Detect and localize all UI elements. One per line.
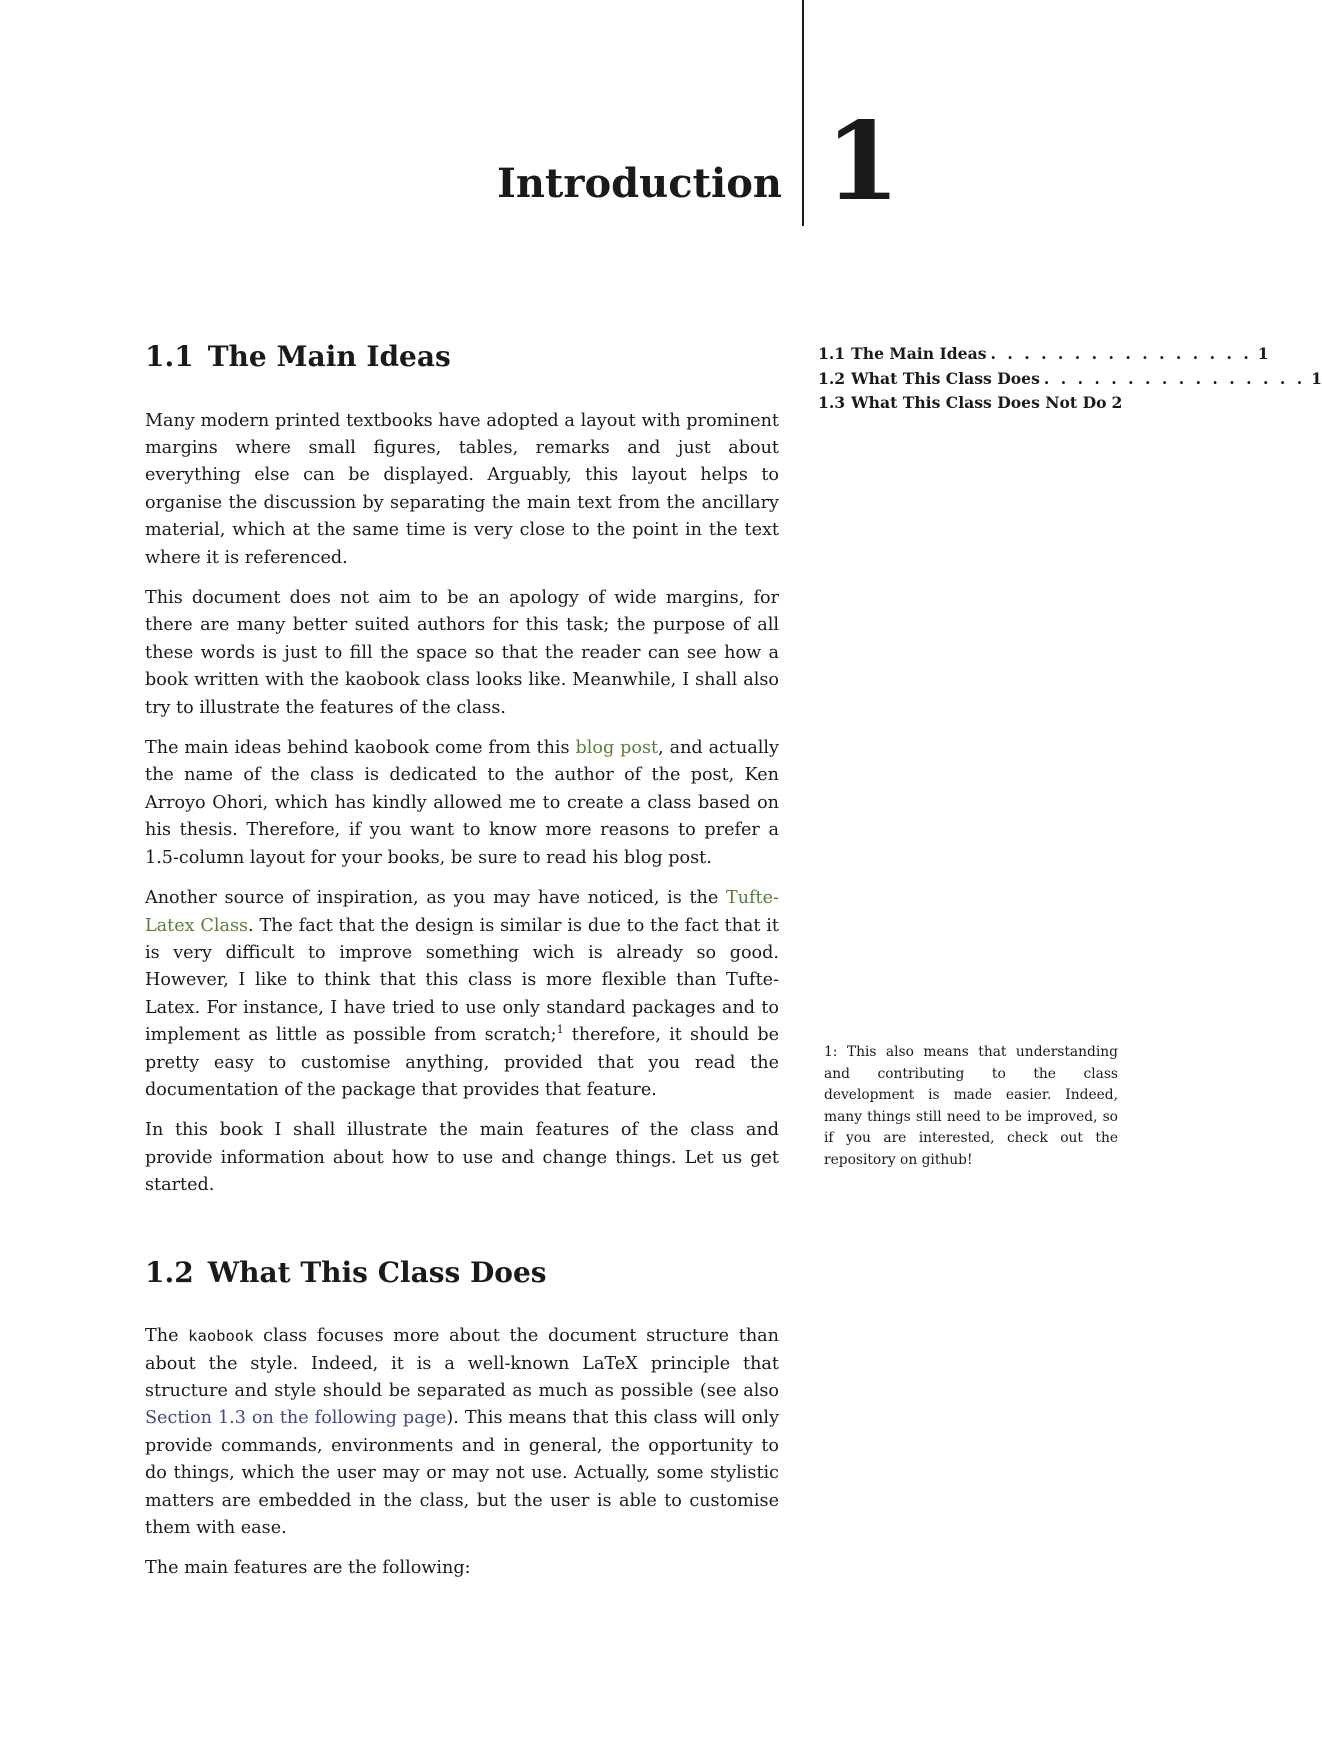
toc-item[interactable] (818, 342, 1269, 367)
paragraph: The main features are the following: (145, 1558, 471, 1579)
toc-item-title: What This Class Does Not Do (851, 393, 1107, 412)
toc-leader: . . . . . . . . . . . . . . . . (1043, 368, 1306, 388)
section-title: The Main Ideas (207, 340, 451, 373)
class-name-code: kaobook (188, 1327, 254, 1346)
sidenote-marker: 1: (824, 1044, 838, 1060)
text-run: , and actually the name of the class is dedicated to the author of the post, Ken Arroyo Ohori, which has kindly allowed me to create a class based on his thesis. Therefore, if you want to know more reasons to prefer a 1.5-column layout for your books, be sure to read his blog post. (145, 738, 779, 868)
blog-post-link[interactable]: blog post (575, 738, 659, 759)
toc-item-title: What This Class Does (851, 368, 1040, 388)
margin-toc (818, 342, 1322, 416)
section-number: 1.1 (145, 340, 194, 373)
sidenote-text: This also means that understanding and contributing to the class development is made easier. Indeed, many things still need to be improved, so if you are interested, check out the repository on github! (824, 1044, 1118, 1168)
section-reference-link[interactable]: Section 1.3 on the following page (145, 1408, 447, 1429)
tufte-latex-link[interactable]: Tufte-Latex Class (145, 888, 779, 936)
paragraph: This document does not aim to be an apology of wide margins, for there are many better suited authors for this task; the purpose of all these words is just to fill the space so that the reader can see how a book written with the kaobook class looks like. Meanwhile, I shall also try to illustrate the features of the class. (145, 588, 779, 718)
toc-item-title: The Main Ideas (851, 344, 987, 363)
toc-item-number: 1.1 (818, 344, 846, 363)
section-number: 1.2 (145, 1255, 194, 1289)
paragraph (145, 885, 779, 1104)
toc-item-page: 1 (1257, 344, 1269, 363)
text-run: class focuses more about the document structure than about the style. Indeed, it is a well-known LaTeX principle that structure and style should be separated as much as possible (see also (145, 1326, 779, 1401)
section-heading-1-1 (145, 340, 779, 374)
chapter-title: Introduction (497, 160, 782, 207)
main-text (145, 340, 779, 1596)
text-run: The (145, 1326, 189, 1347)
text-run: The main ideas behind kaobook come from this (145, 738, 576, 759)
paragraph (145, 1323, 779, 1542)
text-run: ). This means that this class will only provide commands, environments and in general, the opportunity to do things, which the user may or may not use. Actually, some stylistic matters are embedded in the class, but the user is able to customise them with ease. (145, 1408, 780, 1538)
toc-item[interactable] (818, 367, 1322, 392)
toc-item[interactable] (818, 391, 1123, 416)
sidenote (824, 1042, 1118, 1172)
chapter-header (0, 0, 1240, 240)
toc-leader: . . . . . . . . . . . . . . . . (990, 344, 1252, 363)
section-title: What This Class Does (207, 1255, 547, 1289)
toc-item-page: 2 (1111, 393, 1123, 412)
paragraph: In this book I shall illustrate the main features of the class and provide information about how to use and change things. Let us get started. (145, 1120, 779, 1196)
section-heading-1-2 (145, 1256, 779, 1290)
paragraph (145, 735, 779, 872)
footnote-marker[interactable]: 1 (556, 1023, 564, 1037)
text-run: Another source of inspiration, as you may have noticed, is the (145, 888, 726, 909)
toc-item-page: 1 (1311, 368, 1322, 388)
text-run: . The fact that the design is similar is due to the fact that it is very difficult to improve something wich is already so good. However, I like to think that this class is more flexible than Tufte-Latex. For instance, I have tried to use only standard packages and to implement as little as possible from scratch; (145, 915, 779, 1046)
paragraph: Many modern printed textbooks have adopted a layout with prominent margins where small figures, tables, remarks and just about everything else can be displayed. Arguably, this layout helps to organise the discussion by separating the main text from the ancillary material, which at the same time is very close to the point in the text where it is referenced. (145, 410, 779, 568)
text-run: therefore, it should be pretty easy to customise anything, provided that you read the documentation of the package that provides that feature. (145, 1025, 779, 1100)
toc-item-number: 1.2 (818, 368, 846, 388)
chapter-divider (802, 0, 804, 226)
toc-item-number: 1.3 (818, 393, 846, 412)
chapter-number: 1 (825, 99, 901, 225)
